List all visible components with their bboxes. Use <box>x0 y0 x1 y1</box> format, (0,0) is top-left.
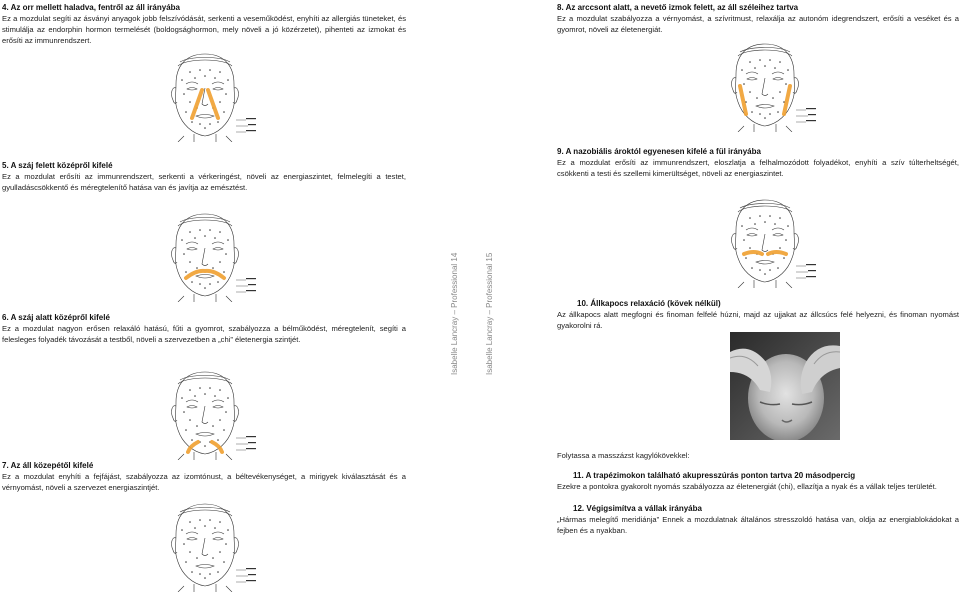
section-9 <box>557 146 959 179</box>
section-5 <box>2 160 406 193</box>
section-title: 7. Az áll közepétől kifelé <box>2 461 94 470</box>
right-page <box>480 0 960 592</box>
side-label-right: Isabelle Lancray – Professional 15 <box>485 252 494 375</box>
face-diagram-above-mouth <box>150 210 260 302</box>
followup-block <box>557 450 959 461</box>
side-label-left: Isabelle Lancray – Professional 14 <box>450 252 459 375</box>
section-text: Az állkapocs alatt megfogni és finoman felfelé húzni, majd az ujjakat az állcsúcs felé helyezni, és finoman nyomást gyakorolni rá. <box>557 310 959 330</box>
jaw-relaxation-photo <box>730 332 840 440</box>
section-10 <box>557 298 959 331</box>
face-diagram-nose-to-chin <box>150 50 260 142</box>
section-12 <box>557 503 959 536</box>
followup-text: Folytassa a masszázst kagylókövekkel: <box>557 451 690 460</box>
section-text: Ez a mozdulat erősíti az immunrendszert, eloszlatja a felhalmozódott folyadékot, enyhíti a szív túlterheltségét, csökkenti a testi és szellemi kimerültséget, növeli az energiaszintet. <box>557 158 959 178</box>
section-4 <box>2 2 406 46</box>
section-title: 4. Az orr mellett haladva, fentről az áll irányába <box>2 3 180 12</box>
section-11 <box>557 470 959 492</box>
face-diagram-below-mouth <box>150 368 260 460</box>
section-text: „Hármas melegítő meridiánja” Ennek a mozdulatnak általános stresszoldó hatása van, oldja az energiablokádokat a fejben és a nyakban. <box>557 515 959 535</box>
section-title: 9. A nazobiális ároktól egyenesen kifelé a fül irányába <box>557 147 761 156</box>
section-text: Ez a mozdulat szabályozza a vérnyomást, a szívritmust, relaxálja az autonóm idegrendszert, erősíti a veséket és a gyomrot, növeli az életenergiát. <box>557 14 959 34</box>
section-title: 6. A száj alatt középről kifelé <box>2 313 110 322</box>
section-title: 8. Az arccsont alatt, a nevető izmok felett, az áll széleihez tartva <box>557 3 799 12</box>
section-8 <box>557 2 959 35</box>
section-text: Ez a mozdulat segíti az ásványi anyagok jobb felszívódását, serkenti a veseműködést, enyhíti az allergiás tüneteket, és stimulálja az endorphin hormon termelését (boldogsághormon, mely növeli a jó közérzetet), pihenteti az izmokat és erősíti az immunrendszert. <box>2 14 406 45</box>
section-title: 12. Végigsimítva a vállak irányába <box>573 504 702 513</box>
section-6 <box>2 312 406 345</box>
section-title: 11. A trapézimokon található akupresszúrás ponton tartva 20 másodpercig <box>573 471 856 480</box>
section-text: Ez a mozdulat nagyon erősen relaxáló hatású, fűti a gyomrot, szabályozza a bélműködést, méregtelenít, segíti a felesleges folyadék távozását a testből, növeli a szervezetben a „chi” életenergia szintjét. <box>2 324 406 344</box>
section-text: Ez a mozdulat erősíti az immunrendszert, serkenti a vérkeringést, növeli az energiaszintet, felmelegíti a testet, gyulladáscsökkentő és méregtelenítő hatása van és javítja az emésztést. <box>2 172 406 192</box>
section-title: 10. Állkapocs relaxáció (kövek nélkül) <box>577 299 721 308</box>
face-diagram-nasolabial <box>710 196 820 288</box>
section-text: Ezekre a pontokra gyakorolt nyomás szabályozza az életenergiát (chi), ellazítja a nyak és a vállak teljes területét. <box>557 482 937 491</box>
section-7 <box>2 460 406 493</box>
face-diagram-cheekbone <box>710 40 820 132</box>
section-text: Ez a mozdulat enyhíti a fejfájást, szabályozza az izomtónust, a béltevékenységet, a mirigyek kiválasztását és a vérnyomást, növeli a szervezet energiaszintjét. <box>2 472 406 492</box>
section-title: 5. A száj felett középről kifelé <box>2 161 113 170</box>
face-diagram-chin-center <box>150 500 260 592</box>
